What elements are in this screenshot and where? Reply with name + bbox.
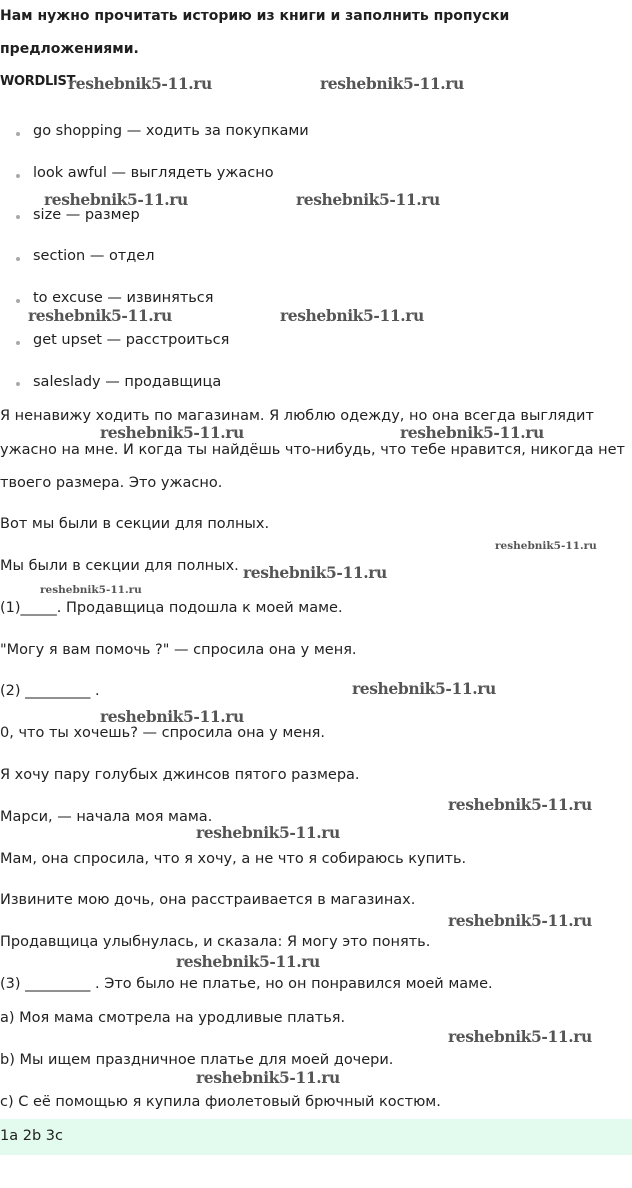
story-line: (2) _________ . — [0, 683, 100, 699]
watermark: reshebnik5-11.ru — [495, 540, 597, 552]
option-b: b) Мы ищем праздничное платье для моей дочери. — [0, 1052, 394, 1068]
watermark: reshebnik5-11.ru — [448, 911, 592, 930]
wordlist-item: look awful — выглядеть ужасно — [33, 165, 274, 181]
story-line: Мам, она спросила, что я хочу, а не что я собираюсь купить. — [0, 851, 467, 867]
story-line: 0, что ты хочешь? — спросила она у меня. — [0, 725, 326, 741]
story-line: ужасно на мне. И когда ты найдёшь что-нибудь, что тебе нравится, никогда нет — [0, 442, 625, 458]
watermark: reshebnik5-11.ru — [352, 679, 496, 698]
story-line: Продавщица улыбнулась, и сказала: Я могу это понять. — [0, 934, 431, 950]
bullet-icon — [16, 382, 20, 386]
wordlist-item: get upset — расстроиться — [33, 332, 230, 348]
watermark: reshebnik5-11.ru — [44, 190, 188, 209]
wordlist-item: saleslady — продавщица — [33, 374, 222, 390]
watermark: reshebnik5-11.ru — [280, 306, 424, 325]
watermark: reshebnik5-11.ru — [243, 563, 387, 582]
watermark: reshebnik5-11.ru — [40, 584, 142, 596]
bullet-icon — [16, 257, 20, 261]
bullet-icon — [16, 299, 20, 303]
watermark: reshebnik5-11.ru — [448, 795, 592, 814]
bullet-icon — [16, 132, 20, 136]
story-line: Марси, — начала моя мама. — [0, 809, 213, 825]
intro-line-2: предложениями. — [0, 41, 139, 57]
story-line: Вот мы были в секции для полных. — [0, 516, 270, 532]
watermark: reshebnik5-11.ru — [100, 423, 244, 442]
story-line: (3) _________ . Это было не платье, но он понравился моей маме. — [0, 976, 493, 992]
watermark: reshebnik5-11.ru — [400, 423, 544, 442]
watermark: reshebnik5-11.ru — [28, 306, 172, 325]
option-a: a) Моя мама смотрела на уродливые платья. — [0, 1010, 346, 1026]
story-line: (1)_____. Продавщица подошла к моей маме. — [0, 600, 343, 616]
story-line: Я ненавижу ходить по магазинам. Я люблю одежду, но она всегда выглядит — [0, 408, 594, 424]
answer-text: 1a 2b 3c — [0, 1128, 63, 1144]
watermark: reshebnik5-11.ru — [176, 952, 320, 971]
wordlist-item: size — размер — [33, 207, 140, 223]
intro-line-1: Нам нужно прочитать историю из книги и заполнить пропуски — [0, 8, 510, 24]
story-line: Извините мою дочь, она расстраивается в магазинах. — [0, 892, 416, 908]
watermark: reshebnik5-11.ru — [296, 190, 440, 209]
watermark: reshebnik5-11.ru — [320, 74, 464, 93]
story-line: "Могу я вам помочь ?" — спросила она у меня. — [0, 642, 357, 658]
watermark: reshebnik5-11.ru — [196, 1068, 340, 1087]
wordlist-title: WORDLIST — [0, 74, 76, 89]
bullet-icon — [16, 174, 20, 178]
bullet-icon — [16, 341, 20, 345]
story-line: твоего размера. Это ужасно. — [0, 475, 223, 491]
wordlist-item: go shopping — ходить за покупками — [33, 123, 309, 139]
answer-box — [0, 1119, 632, 1155]
watermark: reshebnik5-11.ru — [100, 707, 244, 726]
wordlist-item: section — отдел — [33, 248, 155, 264]
story-line: Я хочу пару голубых джинсов пятого размера. — [0, 767, 360, 783]
watermark: reshebnik5-11.ru — [448, 1027, 592, 1046]
watermark: reshebnik5-11.ru — [196, 823, 340, 842]
story-line: Мы были в секции для полных. — [0, 558, 239, 574]
wordlist-item: to excuse — извиняться — [33, 290, 214, 306]
option-c: c) С её помощью я купила фиолетовый брючный костюм. — [0, 1094, 441, 1110]
watermark: reshebnik5-11.ru — [68, 74, 212, 93]
bullet-icon — [16, 215, 20, 219]
